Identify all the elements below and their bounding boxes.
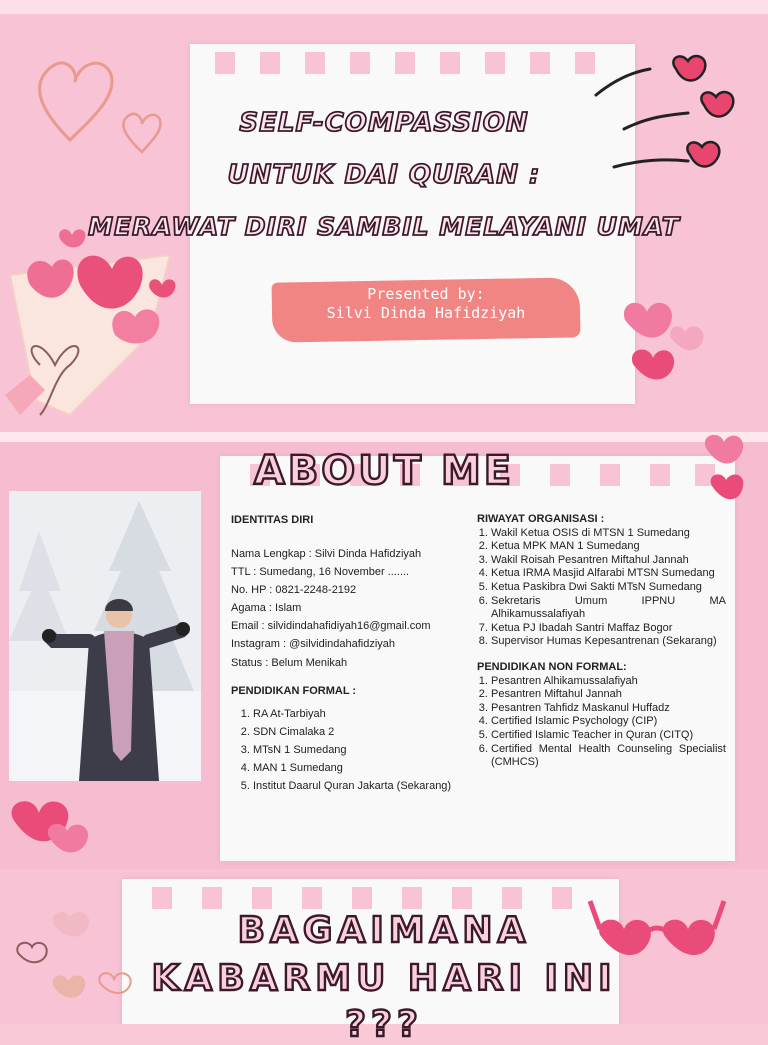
list-item: 4. Certified Islamic Psychology (CIP) <box>491 715 726 729</box>
list-item: 3. Wakil Roisah Pesantren Miftahul Jannah <box>491 554 726 568</box>
top-stripe <box>0 0 768 14</box>
list-item: 3. MTsN 1 Sumedang <box>253 741 463 759</box>
title-line-2: UNTUK DAI QURAN : <box>227 160 541 190</box>
greeting-line-3: ??? <box>345 1004 423 1045</box>
identitas-line: Agama : Islam <box>231 602 302 615</box>
non-formal-list <box>477 675 726 770</box>
identitas-line: Nama Lengkap : Silvi Dinda Hafidziyah <box>231 547 422 560</box>
identitas-line: No. HP : 0821-2248-2192 <box>231 583 357 596</box>
list-item: 7. Ketua PJ Ibadah Santri Maffaz Bogor <box>491 622 726 636</box>
top-stripe <box>0 432 768 442</box>
pink-hearts-icon <box>5 795 100 865</box>
heart-bouquet-icon <box>0 225 200 425</box>
list-item: 2. Pesantren Miftahul Jannah <box>491 688 726 702</box>
title-line-1: SELF-COMPASSION <box>239 108 529 138</box>
about-right-column <box>477 513 726 770</box>
non-formal-title: PENDIDIKAN NON FORMAL: <box>477 660 627 673</box>
identitas-line: Email : silvidindahafidiyah16@gmail.com <box>231 620 431 633</box>
list-item: 8. Supervisor Humas Kepesantrenan (Sekarang) <box>491 635 726 649</box>
presented-label: Presented by: <box>367 285 485 303</box>
greeting-line-2: KABARMU HARI INI <box>151 958 617 999</box>
identitas-line: TTL : Sumedang, 16 November ....... <box>231 565 410 578</box>
list-item: 3. Pesantren Tahfidz Maskanul Huffadz <box>491 702 726 716</box>
riwayat-list <box>477 527 726 649</box>
list-item: 2. SDN Cimalaka 2 <box>253 723 463 741</box>
list-item: 1. RA At-Tarbiyah <box>253 705 463 723</box>
list-item: 6. Sekretaris Umum IPPNU MA Alhikamussalafiyah <box>491 595 726 622</box>
paper-card <box>122 879 619 1024</box>
pendidikan-formal-list <box>231 705 463 795</box>
profile-photo <box>9 491 201 781</box>
identitas-line: Status : Belum Menikah <box>231 656 348 669</box>
riwayat-title: RIWAYAT ORGANISASI : <box>477 513 605 525</box>
snow-scene-photo <box>9 491 201 781</box>
greeting-line-1: BAGAIMANA <box>237 910 531 951</box>
list-item: 1. Pesantren Alhikamussalafiyah <box>491 675 726 689</box>
about-left-column <box>231 513 463 795</box>
list-item: 5. Institut Daarul Quran Jakarta (Sekarang) <box>253 777 463 795</box>
title-line-3: MERAWAT DIRI SAMBIL MELAYANI UMAT <box>88 212 680 241</box>
presenter-block <box>272 285 580 323</box>
identitas-line: Instagram : @silvidindahafidziyah <box>231 638 396 651</box>
list-item: 1. Wakil Ketua OSIS di MTSN 1 Sumedang <box>491 527 726 541</box>
slide-title <box>0 0 768 432</box>
pink-hearts-icon <box>700 432 768 512</box>
list-item: 5. Certified Islamic Teacher in Quran (CITQ) <box>491 729 726 743</box>
list-item: 2. Ketua MPK MAN 1 Sumedang <box>491 540 726 554</box>
paper-holes <box>122 887 619 909</box>
list-item: 4. MAN 1 Sumedang <box>253 759 463 777</box>
pink-hearts-icon <box>615 290 725 400</box>
outline-hearts-icon <box>30 40 170 160</box>
paper-holes <box>190 52 635 74</box>
pendidikan-formal-title: PENDIDIKAN FORMAL : <box>231 685 357 698</box>
about-me-heading: ABOUT ME <box>253 448 515 494</box>
list-item: 4. Ketua IRMA Masjid Alfarabi MTSN Sumedang <box>491 567 726 581</box>
flying-hearts-icon <box>588 55 748 185</box>
list-item: 5. Ketua Paskibra Dwi Sakti MTsN Sumedang <box>491 581 726 595</box>
list-item: 6. Certified Mental Health Counseling Specialist (CMHCS) <box>491 743 726 770</box>
presenter-name: Silvi Dinda Hafidziyah <box>326 304 526 322</box>
identitas-title: IDENTITAS DIRI <box>231 514 314 526</box>
